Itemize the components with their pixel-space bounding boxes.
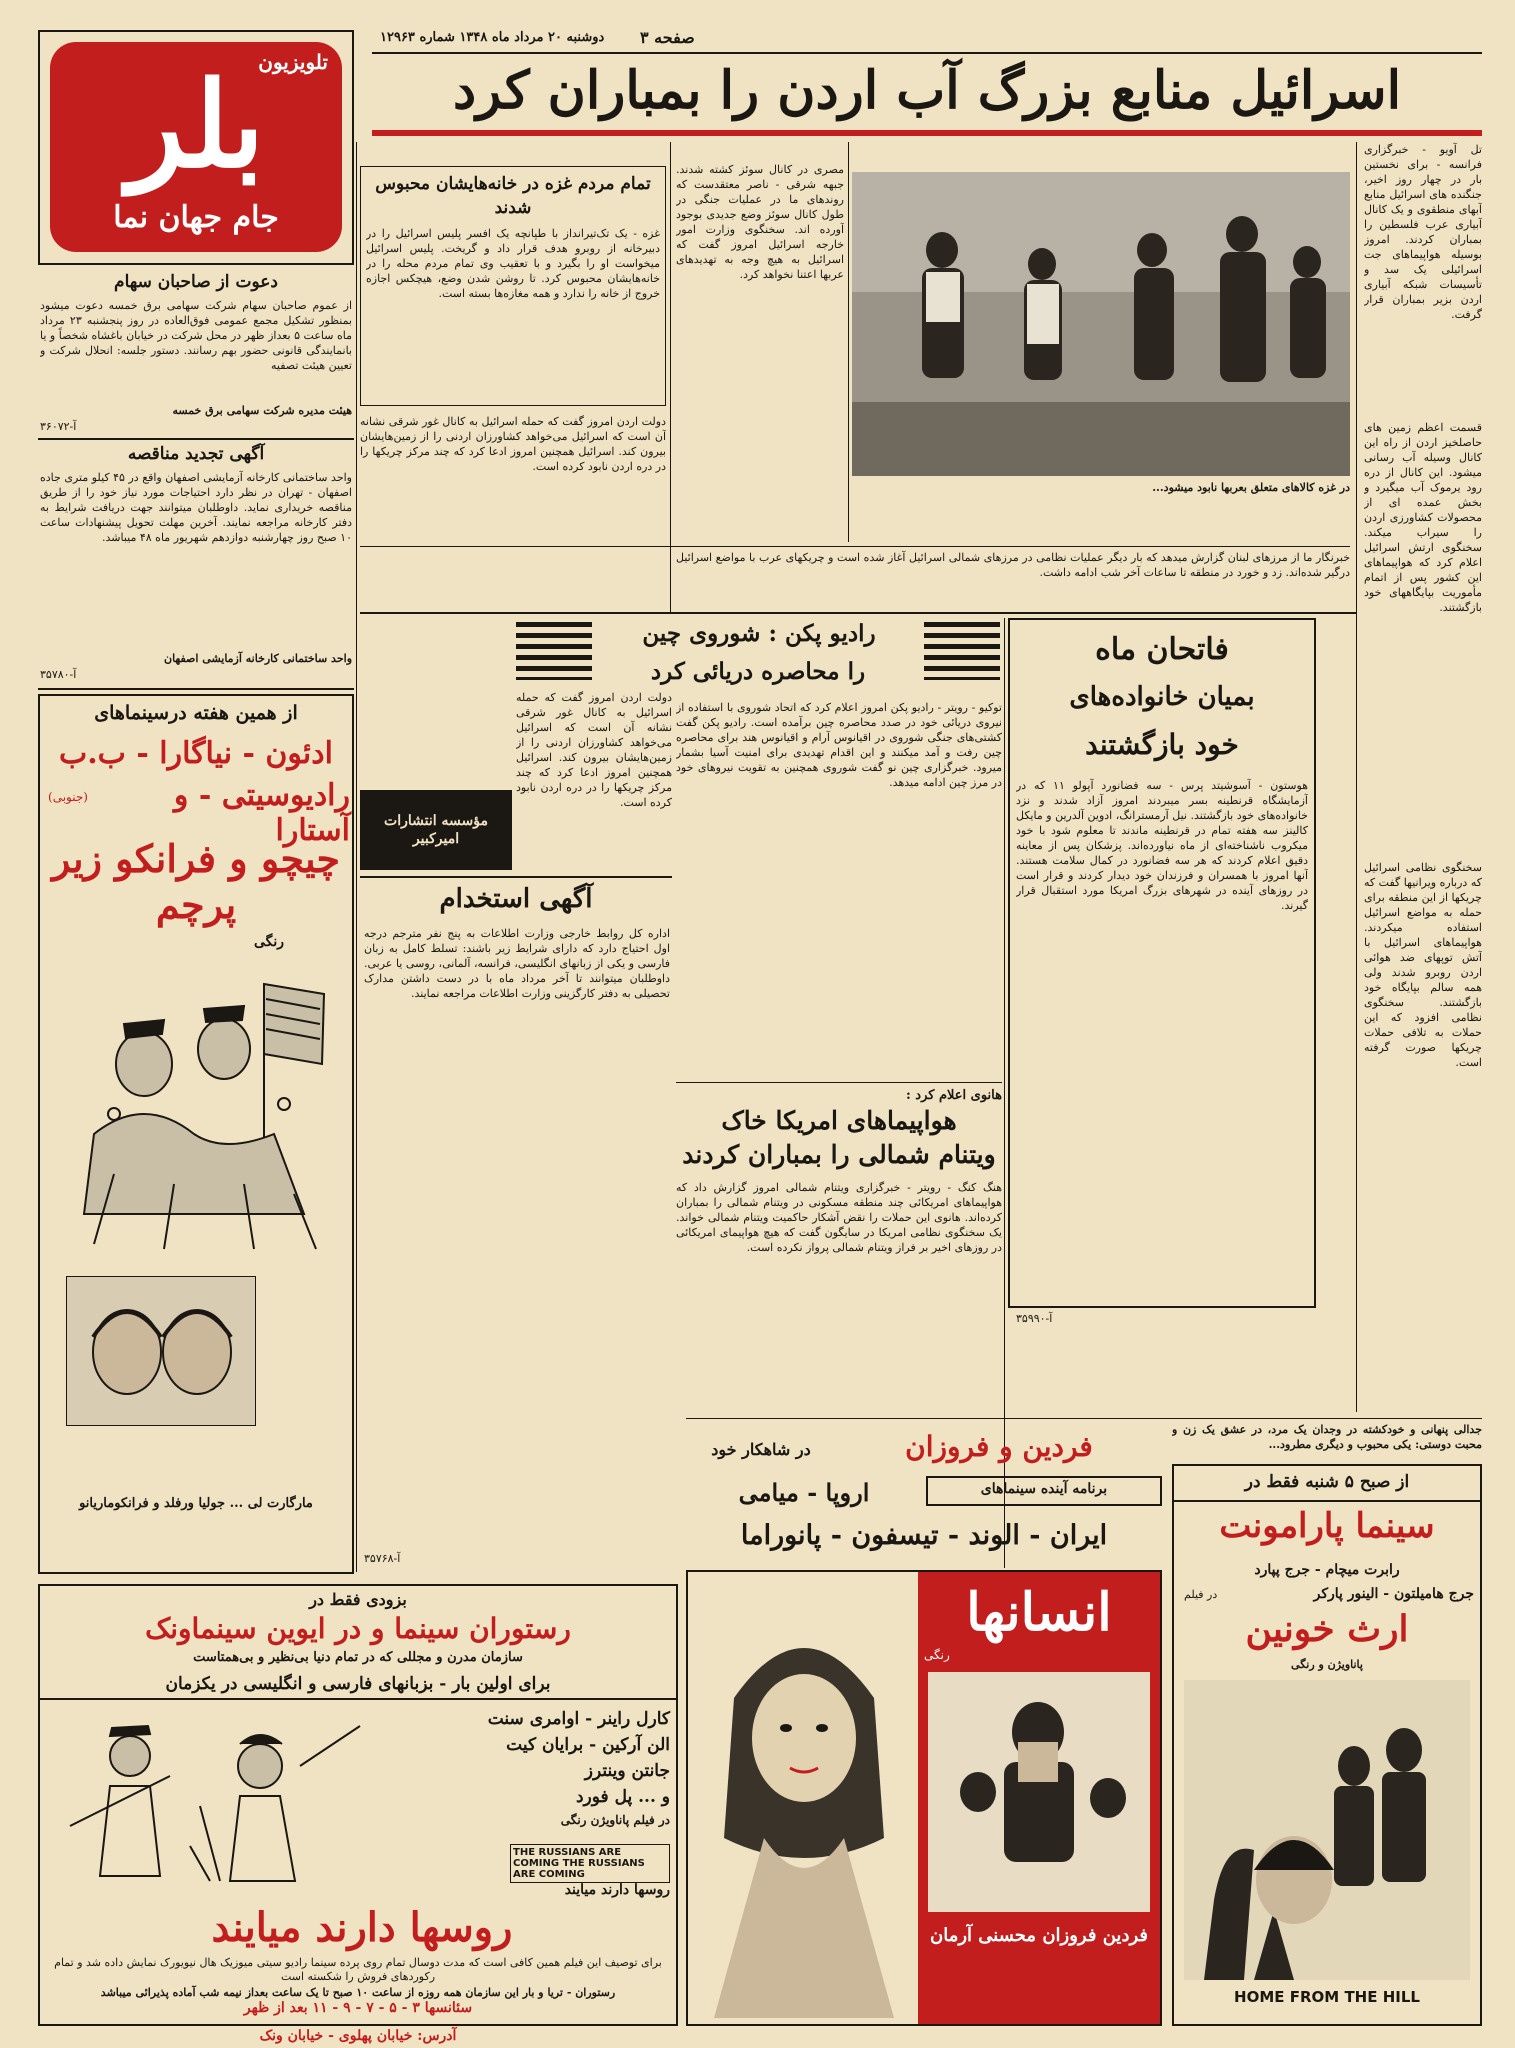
cinema-ad-head: از همین هفته درسینماهای <box>94 702 298 724</box>
restaurant-head: بزودی فقط در <box>309 1590 407 1609</box>
news-photo <box>852 172 1350 476</box>
ensanha-film: انسانها <box>966 1582 1112 1643</box>
employment-title: آگهی استخدام <box>439 884 593 914</box>
blr-tagline: جام جهان نما <box>113 200 279 235</box>
publisher-side: دولت اردن امروز گفت که حمله اسرائیل به کانال غور شرقی نشانه آن است که اسرائیل می‌خواهد کشاورزان اردنی را از زمین‌هایشان بیرون کند. اسرائیل همچنین امروز ادعا کرد که چند مرکز چریکها را در دره اردن نابود کرده است. <box>516 691 672 809</box>
main-headline: اسرائیل منابع بزرگ آب اردن را بمباران کرد <box>452 60 1402 121</box>
tender-sign: واحد ساختمانی کارخانه آزمایشی اصفهان <box>163 652 352 665</box>
restaurant-sub: سازمان مدرن و مجللی که در تمام دنیا بی‌نظیر و بی‌همتاست <box>193 1650 523 1665</box>
ensanha-photo <box>928 1672 1150 1912</box>
column-rule <box>1004 618 1005 1568</box>
cast-line: و ... پل فورد <box>575 1787 670 1807</box>
fardin-star: فردین و فروزان <box>905 1430 1093 1463</box>
shareholders-body: از عموم صاحبان سهام شرکت سهامی برق خمسه دعوت میشود بمنظور تشکیل مجمع عمومی فوق‌العاده در روز پنجشنبه ۲۳ مرداد ماه ساعت ۵ بعداز ظهر در محل شرکت در خیابان باغشاه شخصاً و یا بانمایندگی قانونی حضور بهم رسانند. دستور جلسه: انحلال شرکت و تعیین هیئت تصفیه <box>40 299 352 372</box>
cast-line: جانتن وینترز <box>584 1761 670 1781</box>
page-number: صفحه ۳ <box>640 28 695 47</box>
paramount-en-title: HOME FROM THE HILL <box>1234 1988 1420 2006</box>
israel-article-col2: قسمت اعظم زمین های حاصلخیز اردن از راه این کانال وسیله آب رسانی میشود. این کانال از دره رود یرموک آب میگیرد و بخش عمده ای از محصولات کشاورزی اردن را سیراب میکند. سخنگوی ارتش اسرائیل اعلام کرد که هواپیماهای این کشور پس از اتمام مأموریت بپایگاههای خود بازگشتند. <box>1364 421 1482 614</box>
divider <box>676 1082 1002 1083</box>
restaurant-film-small: روسها دارند میایند <box>564 1882 670 1898</box>
cinema-list-1: ادئون - نیاگارا - ب.ب <box>59 736 333 771</box>
headline-red-bar <box>372 130 1482 136</box>
blr-tv-ad <box>38 30 354 265</box>
cinema-note: (جنوبی) <box>48 790 88 804</box>
restaurant-cinema-ad <box>38 1584 678 2026</box>
shareholders-ref: آ-۳۶۰۷۲ <box>40 420 77 433</box>
cinema-ad-chicho <box>38 694 354 1574</box>
vietnam-pre: هانوی اعلام کرد : <box>905 1088 1002 1103</box>
divider <box>38 688 354 690</box>
divider <box>40 1698 676 1700</box>
restaurant-first: برای اولین بار - بزبانهای فارسی و انگلیسی در یکزمان <box>165 1674 551 1694</box>
russians-film-title: روسها دارند میایند <box>211 1904 513 1951</box>
paramount-cast-1: رابرت میچام - جرج پپارد <box>1254 1562 1400 1578</box>
cast-line: کارل راینر - اوامری سنت <box>487 1709 670 1729</box>
blr-logo-box <box>50 42 342 252</box>
moon-title-2: بمیان خانواده‌های <box>1069 682 1255 712</box>
paramount-cast-2: جرج هامیلتون - الینور پارکر <box>1313 1586 1474 1602</box>
photo-caption: در غزه کالاهای متعلق بعربها نابود میشود... <box>1152 481 1350 494</box>
publisher-text: مؤسسه انتشارات امیرکبیر <box>384 813 488 847</box>
restaurant-foot: برای توصیف این فیلم همین کافی است که مدت دوسال تمام روی پرده سینما رادیو سیتی میوزیک هال نیویورک نمایش داده شد و تمام رکوردهای فروش را شکسته است <box>54 1956 662 1983</box>
employment-body: اداره کل روابط خارجی وزارت اطلاعات به پنج نفر مترجم درجه اول احتیاج دارد که دارای شرایط زیر باشند: تسلط کامل به زبان فارسی و یکی از زبانهای انگلیسی، فرانسه، آلمانی، روسی یا عربی. داوطلبان میتوانند تا آخر مرداد ماه با در دست داشتن مدارک تحصیلی به دفتر کارگزینی وزارت اطلاعات مراجعه نمایند. <box>364 927 670 1000</box>
moon-title-3: خود بازگشتند <box>1085 728 1239 761</box>
cinema-stars: مارگارت لی ... جولیا ورفلد و فرانکوماریانو <box>79 1496 313 1511</box>
ensanha-color: رنگی <box>924 1648 950 1662</box>
ensanha-panel <box>686 1570 1162 2026</box>
cast-list <box>380 1706 670 1830</box>
moon-ref: آ-۳۵۹۹۰ <box>1016 1312 1053 1325</box>
fardin-ad <box>686 1430 1162 2026</box>
cinema-list-2: رادیوسیتی - و آستارا <box>173 778 350 848</box>
employment-ref: آ-۳۵۷۶۸ <box>364 1552 401 1565</box>
china-body: توکیو - رویتر - رادیو پکن امروز اعلام کرد که اتحاد شوروی با استفاده از نیروی دریائی خود در صدد محاصره چین برآمده است. رادیو پکن گفت کشتی‌های جنگی شوروی در اقیانوس آرام و اقیانوس هند برای محاصره چین رفت و آمد میکنند و این اقدام تهدیدی برای امنیت آسیا بشمار میرود. خبرگزاری چین نو گفت شوروی همچنین به تقویت نیروهای خود در مرز چین ادامه میدهد. <box>676 701 1002 789</box>
tender-title: آگهی تجدید مناقصه <box>127 444 265 464</box>
divider <box>360 612 1356 614</box>
paramount-film: ارث خونین <box>1245 1608 1409 1650</box>
divider <box>360 876 672 878</box>
cinemas-line-1: اروپا - میامی <box>738 1478 870 1507</box>
publisher-ad <box>360 790 512 870</box>
china-title-2: را محاصره دریائی کرد <box>650 658 866 685</box>
moon-title-1: فاتحان ماه <box>1095 632 1229 667</box>
actress-photo <box>66 1276 256 1426</box>
divider <box>360 546 1350 547</box>
israel-article-col1: تل آویو - خبرگزاری فرانسه - برای نخستین بار در چهار روز اخیر، جنگنده های اسرائیل منابع آبهای منطقوی و یک کانال آبیاری عرب فلسطین را بمباران کردند. امروز بوسیله هواپیماهای جت اسرائیلی یک سد و تأسیسات شبکه آبیاری اردن بزیر بمباران قرار گرفت. <box>1364 143 1482 321</box>
fardin-in-film: در شاهکار خود <box>711 1440 811 1459</box>
cinema-illustration <box>54 954 338 1264</box>
blr-tv-label: تلویزیون <box>258 50 328 74</box>
paramount-tech: پاناویژن و رنگی <box>1291 1658 1363 1671</box>
cinemas-line-2: ایران - الوند - تیسفون - پانوراما <box>740 1520 1108 1551</box>
israel-article-col3: سخنگوی نظامی اسرائیل که درباره ویرانیها گفت که چریکها از این منطقه برای حمله به مواضع اسرائیل استفاده میکردند. هواپیماهای اسرائیل با آتش توپهای ضد هوائی اردن روبرو شدند ولی همه سالم بپایگاه خود بازگشتند. سخنگوی نظامی افزود که این حملات به تلافی حملات چریکها صورت گرفته است. <box>1364 861 1482 1069</box>
gaza-body: غزه - یک تک‌تیرانداز با طپانچه یک افسر پلیس اسرائیل را در دبیرخانه از روبرو هدف قرار داد و گریخت. پلیس اسرائیل میخواست او را بگیرد و با تعقیب وی تمام مردم محله را در خانه‌هایشان محبوس کرد. تا روشن شدن وضع، هیچکس اجازه خروج از خانه را ندارد و همه مغازه‌ها بسته است. <box>366 227 660 300</box>
tender-body: واحد ساختمانی کارخانه آزمایشی اصفهان واقع در ۴۵ کیلو متری جاده اصفهان - تهران در نظر دارد احتیاجات مورد نیاز خود را از طریق مناقصه خریداری نماید. داوطلبان میتوانند جهت دریافت شرایط به دفتر کارخانه مراجعه نمایند. آخرین مهلت تحویل پیشنهادات ساعت ۱۰ صبح روز چهارشنبه دوازدهم شهریور ماه ۴۸ میباشد. <box>40 471 352 544</box>
vietnam-body: هنگ کنگ - رویتر - خبرگزاری ویتنام شمالی امروز گزارش داد که هواپیماهای امریکائی چند منطقه مسکونی در ویتنام شمالی را بمباران کرده‌اند. هانوی این حملات را نقض آشکار حاکمیت ویتنام شمالی خواند. یک سخنگوی نظامی امریکا در سایگون گفت که هیچ هواپیمای امریکائی در روزهای اخیر بر فراز ویتنام شمالی پرواز نکرده است. <box>676 1181 1002 1254</box>
divider <box>38 438 354 440</box>
vietnam-title-2: ویتنام شمالی را بمباران کردند <box>682 1140 996 1169</box>
lebanon-article: خبرنگار ما از مرزهای لبنان گزارش میدهد که بار دیگر عملیات نظامی در مرزهای شمالی اسرائیل آغاز شده است و چریکهای عرب با مواضع اسرائیل درگیر شده‌اند. زد و خورد در منطقه تا ساعات آخر شب ادامه داشت. <box>676 551 1350 579</box>
paramount-ad <box>1172 1464 1482 2026</box>
shareholders-sign: هیئت مدیره شرکت سهامی برق خمسه <box>172 404 352 417</box>
column-rule <box>356 142 357 1572</box>
restaurant-title: رستوران سینما و در ایوین سینماونک <box>145 1612 571 1645</box>
cast-line: الن آرکین - برایان کیت <box>506 1735 670 1755</box>
column-rule <box>670 142 671 612</box>
program-label: برنامه آینده سینماهای <box>980 1481 1108 1497</box>
paramount-cinema: سینما پارامونت <box>1219 1506 1435 1546</box>
cast-line: در فیلم پاناویژن رنگی <box>560 1813 670 1827</box>
column-rule <box>1356 142 1357 1412</box>
english-title-box: THE RUSSIANS ARE COMING THE RUSSIANS ARE COMING <box>510 1844 670 1883</box>
woman-illustration <box>694 1578 914 2018</box>
china-title-1: رادیو پکن : شوروی چین <box>642 620 876 647</box>
film-title-chicho: چیچو و فرانکو زیر پرچم <box>52 836 340 927</box>
restaurant-address: آدرس: خیابان پهلوی - خیابان ونک <box>259 2028 457 2044</box>
paramount-in-film: در فیلم <box>1184 1588 1218 1601</box>
restaurant-hours: رستوران - تریا و بار این سازمان همه روزه از ساعت ۱۰ صبح تا یک ساعت بعداز نیمه شب آماده پذیرائی میباشد <box>100 1986 616 1999</box>
restaurant-shows: سئانسها ۳ - ۵ - ۷ - ۹ - ۱۱ بعد از ظهر <box>243 2000 473 2016</box>
shareholders-title: دعوت از صاحبان سهام <box>114 272 278 292</box>
gaza-title: تمام مردم غزه در خانه‌هایشان محبوس شدند <box>375 174 651 218</box>
vietnam-title-1: هواپیماهای امریکا خاک <box>721 1106 957 1135</box>
bottom-left-line: جدالی پنهانی و خودکشته در وجدان یک مرد، در عشق یک زن و محبت دوستی: یکی محبوب و دیگری مطرود... <box>1172 1423 1482 1451</box>
suez-article: مصری در کانال سوئز کشته شدند. جبهه شرقی - ناصر معتقدست که روندهای ما در عملیات جنگی در طول کانال سوئز وضع جدیدی بوجود آورده اند. سخنگوی وزارت امور خارجه اسرائیل امروز گفت که اسرائیل به هیچ وجه به تهدیدهای عربها اعتنا نخواهد کرد. <box>676 163 844 281</box>
russians-illustration <box>50 1706 370 1896</box>
dateline: دوشنبه ۲۰ مرداد ماه ۱۳۴۸ شماره ۱۲۹۶۳ <box>380 30 605 45</box>
masthead-rule <box>372 52 1482 54</box>
paramount-photo <box>1184 1680 1470 1980</box>
divider <box>1174 1500 1480 1502</box>
ensanha-cast: فردین فروزان محسنی آرمان <box>930 1925 1148 1946</box>
column-rule <box>848 142 849 542</box>
misc-article: دولت اردن امروز گفت که حمله اسرائیل به کانال غور شرقی نشانه آن است که اسرائیل می‌خواهد کشاورزان اردنی را از زمین‌هایشان بیرون کند. اسرائیل همچنین امروز ادعا کرد که چند مرکز چریکها را در دره اردن نابود کرده است. <box>360 415 666 473</box>
tender-ref: آ-۳۵۷۸۰ <box>40 668 77 681</box>
color-label: رنگی <box>254 934 285 950</box>
paramount-head: از صبح ۵ شنبه فقط در <box>1244 1472 1410 1492</box>
blr-brand: بلر <box>127 55 265 194</box>
divider <box>686 1418 1482 1419</box>
moon-body: هوستون - آسوشیتد پرس - سه فضانورد آپولو ۱۱ که در آزمایشگاه قرنطینه بسر میبردند امروز آزاد شدند و نزد خانواده‌های خود بازگشتند. نیل آرمسترانگ، ادوین آلدرین و مایکل کالینز سه هفته تمام در قرنطینه ماندند تا معلوم شود با خود میکروب ناشناخته‌ای از ماه نیاورده‌اند. پزشکان پس از معاینه دقیق اعلام کردند که هر سه فضانورد در کمال سلامت هستند. آنها امروز با همسران و فرزندان خود دیدار کردند و قرار است در روزهای آینده در شهرهای بزرگ امریکا مورد استقبال قرار گیرند. <box>1016 779 1308 912</box>
